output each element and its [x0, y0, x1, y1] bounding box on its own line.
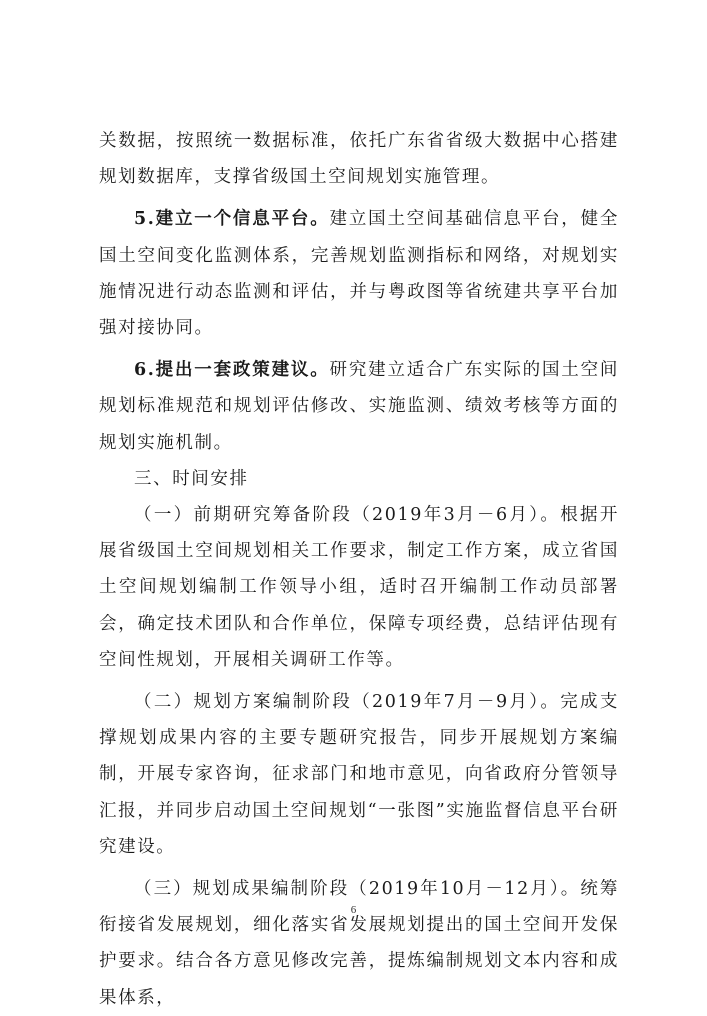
item-heading: 5.建立一个信息平台。 — [134, 209, 330, 230]
paragraph-text: （三）规划成果编制阶段（2019年10月－12月）。统筹衔接省发展规划，细化落实省发展规划提出的国土空间开发保护要求。结合各方意见修改完善，提炼编制规划文本内容和成果体系， — [99, 879, 619, 1008]
paragraph-phase-1 — [99, 497, 619, 678]
paragraph-item-6 — [99, 352, 619, 461]
section-heading — [99, 461, 619, 497]
paragraph-text: （一）前期研究筹备阶段（2019年3月－6月）。根据开展省级国土空间规划相关工作要求，制定工作方案，成立省国土空间规划编制工作领导小组，适时召开编制工作动员部署会，确定技术团队和合作单位，保障专项经费，总结评估现有空间性规划，开展相关调研工作等。 — [99, 505, 619, 670]
paragraph-text: 研究建立适合广东实际的国土空间规划标准规范和规划评估修改、实施监测、绩效考核等方面的规划实施机制。 — [99, 360, 620, 453]
paragraph-continuation — [99, 123, 619, 195]
document-body — [99, 123, 619, 1016]
paragraph-text: 关数据，按照统一数据标准，依托广东省省级大数据中心搭建规划数据库，支撑省级国土空间规划实施管理。 — [99, 131, 619, 188]
paragraph-phase-3 — [99, 871, 619, 1016]
item-heading: 6.提出一套政策建议。 — [134, 360, 330, 381]
section-title: 三、时间安排 — [134, 468, 249, 489]
paragraph-text: （二）规划方案编制阶段（2019年7月－9月）。完成支撑规划成果内容的主要专题研究报告，同步开展规划方案编制，开展专家咨询，征求部门和地市意见，向省政府分管领导汇报，并同步启动国土空间规划“一张图”实施监督信息平台研究建设。 — [99, 692, 619, 857]
paragraph-phase-2 — [99, 684, 619, 865]
paragraph-text: 建立国土空间基础信息平台，健全国土空间变化监测体系，完善规划监测指标和网络，对规划实施情况进行动态监测和评估，并与粤政图等省统建共享平台加强对接协同。 — [99, 209, 620, 339]
page-number: 6 — [350, 904, 357, 916]
paragraph-item-5 — [99, 201, 619, 346]
